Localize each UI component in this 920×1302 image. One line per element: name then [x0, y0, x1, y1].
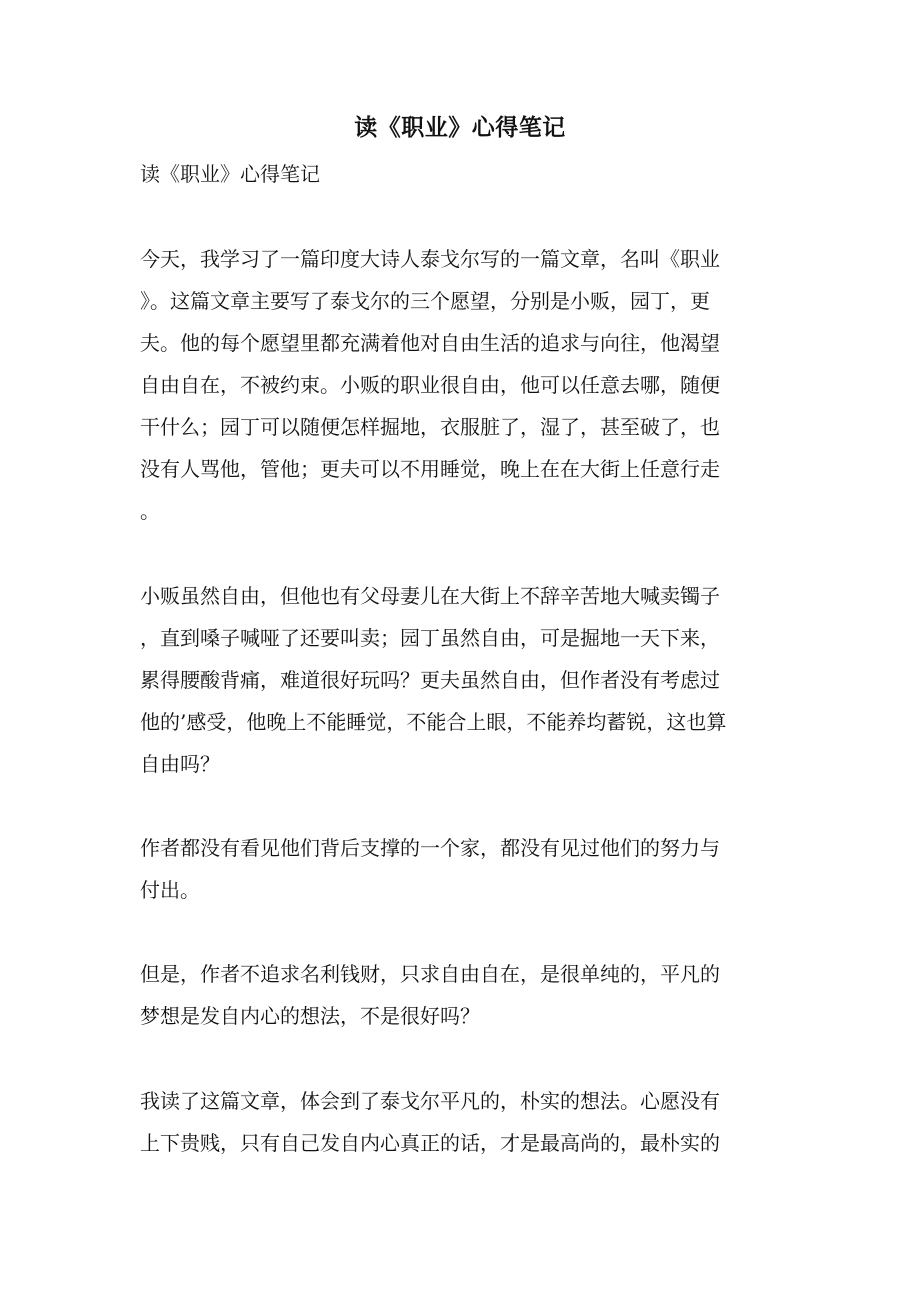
text-line: 梦想是发自内心的想法，不是很好吗？ — [140, 1004, 480, 1028]
paragraph-1 — [140, 238, 800, 532]
text-line: 但是，作者不追求名利钱财，只求自由自在，是很单纯的，平凡的 — [140, 962, 720, 986]
text-line: 自由吗？ — [140, 752, 220, 776]
text-line: 今天，我学习了一篇印度大诗人泰戈尔写的一篇文章，名叫《职业 — [140, 247, 720, 271]
text-line: 作者都没有看见他们背后支撑的一个家，都没有见过他们的努力与 — [140, 836, 720, 860]
paragraph-4 — [140, 953, 800, 1037]
text-line: 付出。 — [140, 878, 200, 902]
text-line: 小贩虽然自由，但他也有父母妻儿在大街上不辞辛苦地大喊卖镯子 — [140, 584, 720, 608]
text-line: 》。这篇文章主要写了泰戈尔的三个愿望，分别是小贩，园丁，更 — [140, 289, 710, 313]
text-line: 累得腰酸背痛，难道很好玩吗？更夫虽然自由，但作者没有考虑过 — [140, 668, 720, 692]
text-line: 夫。他的每个愿望里都充满着他对自由生活的追求与向往，他渴望 — [140, 331, 720, 355]
text-line: 上下贵贱，只有自己发自内心真正的话，才是最高尚的，最朴实的 — [140, 1131, 720, 1155]
text-line: ，直到嗓子喊哑了还要叫卖；园丁虽然自由，可是掘地一天下来， — [140, 626, 720, 650]
document-subtitle: 读《职业》心得笔记 — [140, 162, 320, 186]
text-line: 没有人骂他，管他；更夫可以不用睡觉，晚上在在大街上任意行走 — [140, 457, 720, 481]
text-line: 我读了这篇文章，体会到了泰戈尔平凡的，朴实的想法。心愿没有 — [140, 1089, 720, 1113]
text-line: 他的’感受，他晚上不能睡觉，不能合上眼，不能养均蓄锐，这也算 — [140, 710, 727, 734]
text-line: 。 — [140, 499, 160, 523]
document-title: 读《职业》心得笔记 — [354, 114, 566, 141]
paragraph-2 — [140, 575, 800, 785]
paragraph-3 — [140, 827, 800, 911]
text-line: 干什么；园丁可以随便怎样掘地，衣服脏了，湿了，甚至破了，也 — [140, 415, 720, 439]
text-line: 自由自在，不被约束。小贩的职业很自由，他可以任意去哪，随便 — [140, 373, 720, 397]
paragraph-5 — [140, 1080, 800, 1164]
